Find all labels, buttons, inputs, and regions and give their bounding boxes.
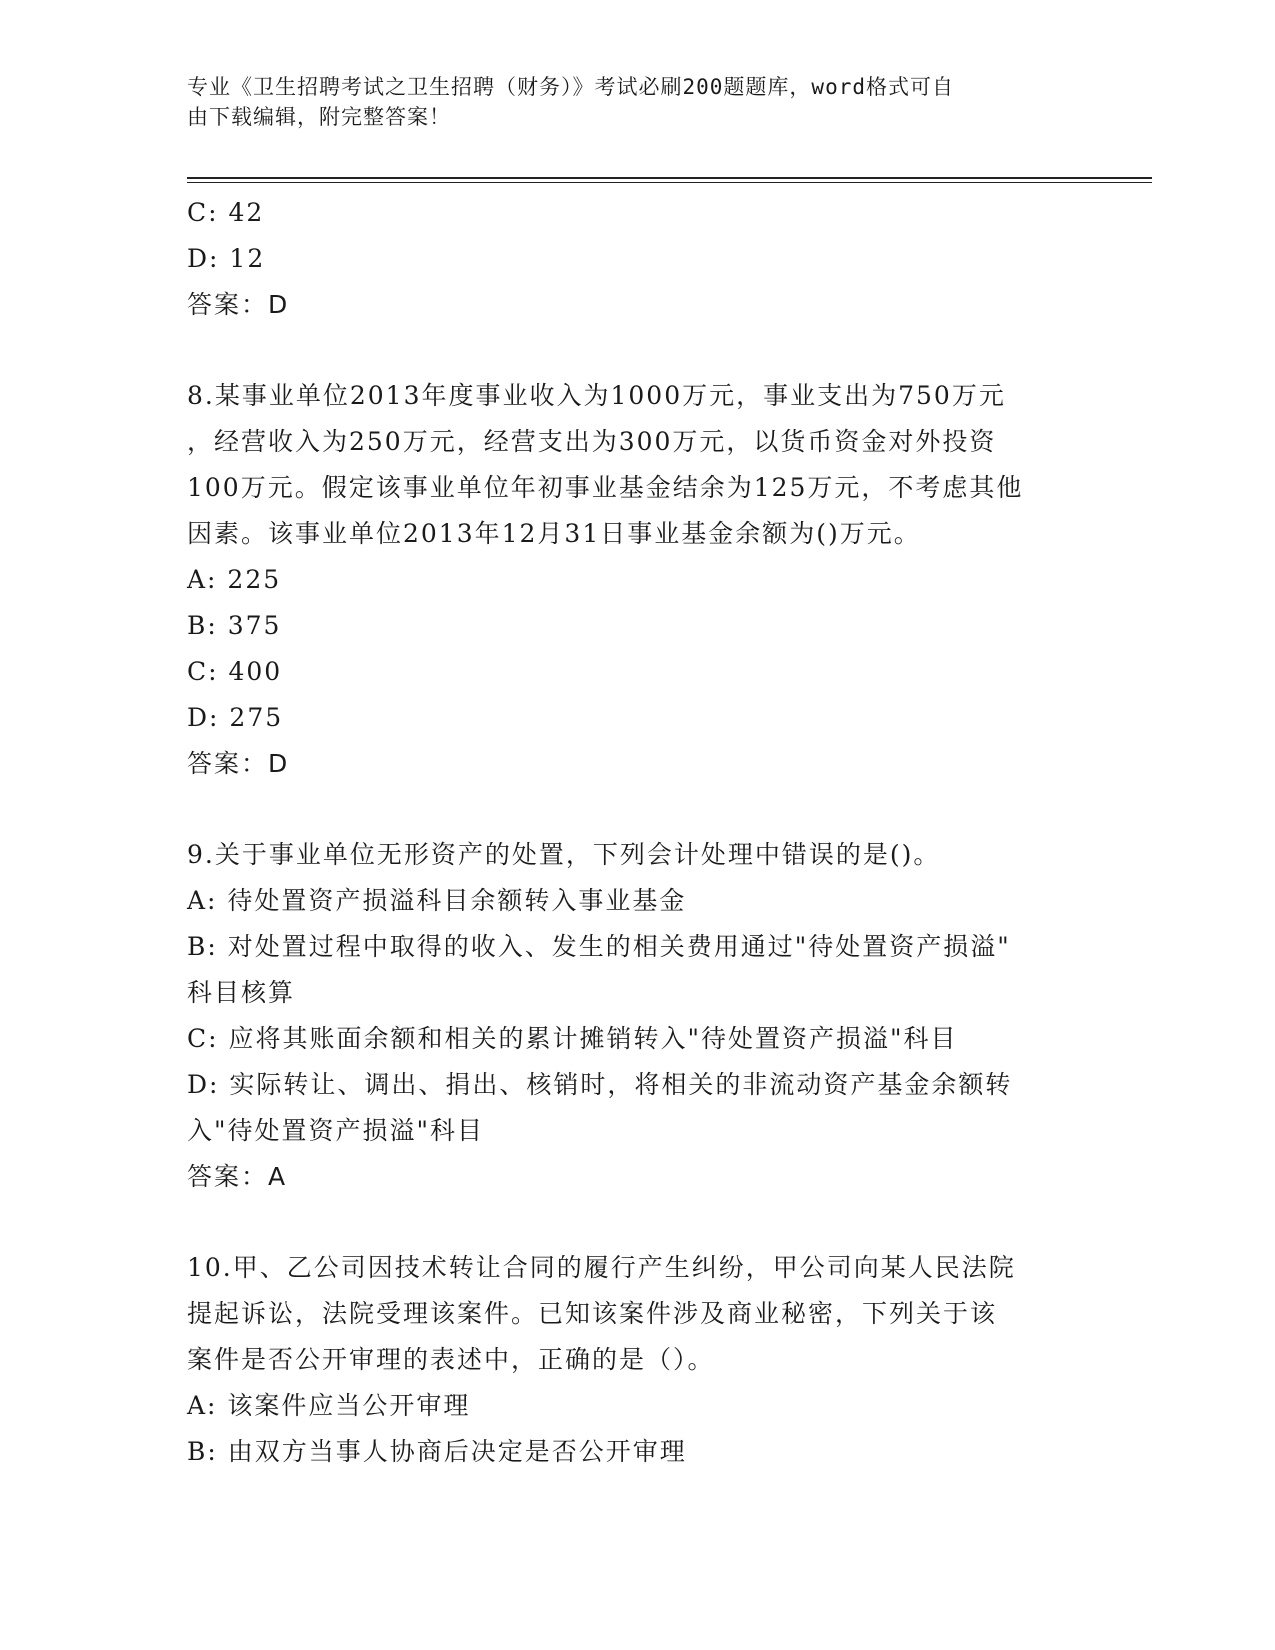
option-a: A: 225 [187, 565, 282, 594]
option-c: C: 应将其账面余额和相关的累计摊销转入"待处置资产损溢"科目 [187, 1024, 958, 1053]
option-d: D: 275 [187, 703, 284, 732]
question-stem-line: 10.甲、乙公司因技术转让合同的履行产生纠纷，甲公司向某人民法院 [187, 1253, 1016, 1282]
option-b: B: 375 [187, 611, 282, 640]
question-stem-line: 提起诉讼，法院受理该案件。已知该案件涉及商业秘密，下列关于该 [187, 1299, 998, 1328]
option-b: B: 由双方当事人协商后决定是否公开审理 [187, 1437, 687, 1466]
header-line-1: 专业《卫生招聘考试之卫生招聘（财务）》考试必刷200题题库，word格式可自 [187, 75, 954, 99]
option-b-continued: 科目核算 [187, 978, 296, 1007]
answer-line: 答案：D [187, 749, 290, 778]
answer-line: 答案：A [187, 1162, 288, 1191]
question-stem-line: 9.关于事业单位无形资产的处置，下列会计处理中错误的是()。 [187, 840, 941, 869]
question-stem-line: ，经营收入为250万元，经营支出为300万元，以货币资金对外投资 [187, 427, 997, 456]
answer-line: 答案：D [187, 290, 290, 319]
option-d: D: 12 [187, 244, 266, 273]
question-stem-line: 案件是否公开审理的表述中，正确的是（）。 [187, 1345, 715, 1374]
question-8 [187, 373, 1087, 787]
option-c: C: 42 [187, 198, 265, 227]
question-stem-line: 8.某事业单位2013年度事业收入为1000万元，事业支出为750万元 [187, 381, 1006, 410]
option-d: D: 实际转让、调出、捐出、核销时，将相关的非流动资产基金余额转 [187, 1070, 1013, 1099]
document-body [187, 190, 1087, 1475]
question-stem-line: 因素。该事业单位2013年12月31日事业基金余额为()万元。 [187, 519, 921, 548]
question-9 [187, 832, 1087, 1200]
document-header [187, 72, 1067, 132]
option-d-continued: 入"待处置资产损溢"科目 [187, 1116, 484, 1145]
header-line-2: 由下载编辑，附完整答案！ [187, 105, 451, 129]
question-7-tail [187, 190, 1087, 328]
option-a: A: 该案件应当公开审理 [187, 1391, 471, 1420]
option-b: B: 对处置过程中取得的收入、发生的相关费用通过"待处置资产损溢" [187, 932, 1011, 961]
header-divider-thin [187, 182, 1152, 183]
header-divider-thick [187, 177, 1152, 179]
question-10 [187, 1245, 1087, 1475]
option-c: C: 400 [187, 657, 283, 686]
question-stem-line: 100万元。假定该事业单位年初事业基金结余为125万元，不考虑其他 [187, 473, 1024, 502]
option-a: A: 待处置资产损溢科目余额转入事业基金 [187, 886, 687, 915]
